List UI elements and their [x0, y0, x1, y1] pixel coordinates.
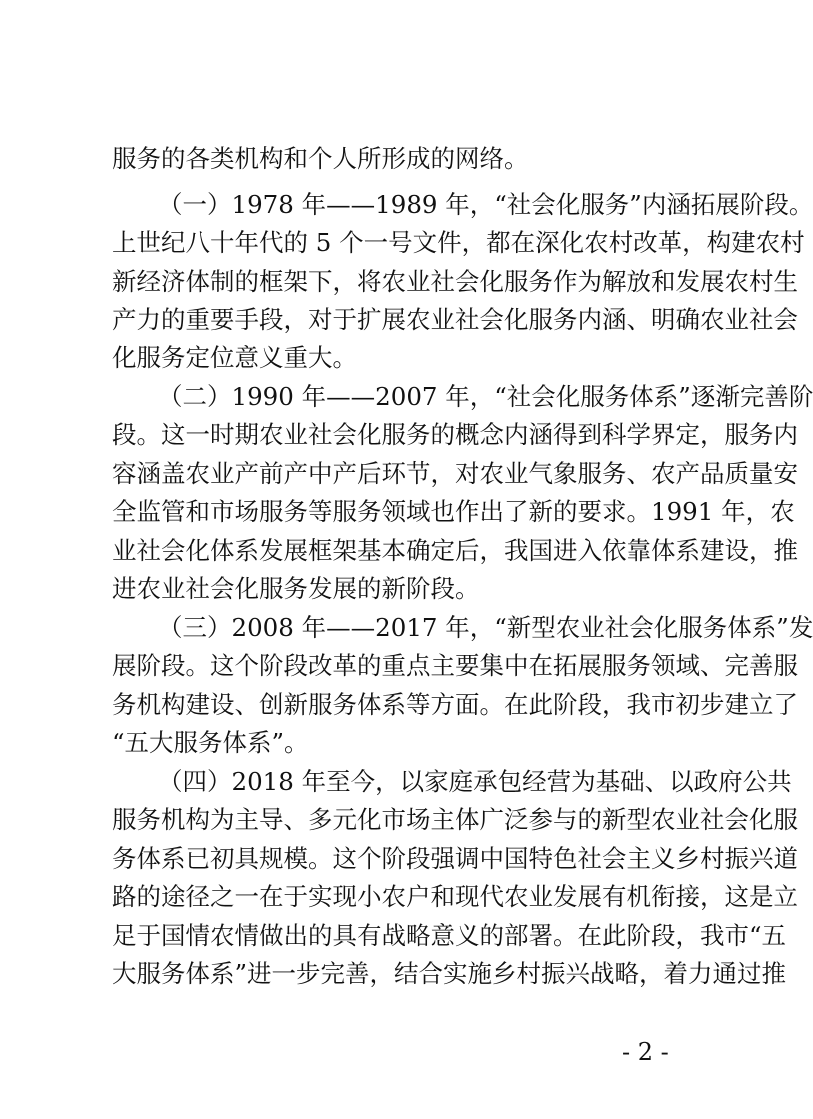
- paragraph-line: 服务机构为主导、多元化市场主体广泛参与的新型农业社会化服: [112, 805, 798, 834]
- paragraph-line: 段。这一时期农业社会化服务的概念内涵得到科学界定，服务内: [112, 420, 798, 449]
- paragraph-line: 务体系已初具规模。这个阶段强调中国特色社会主义乡村振兴道: [112, 844, 798, 873]
- section-heading-2: （二）1990 年——2007 年，“社会化服务体系”逐渐完善阶: [158, 382, 813, 411]
- paragraph-line: 路的途径之一在于实现小农户和现代农业发展有机衔接，这是立: [112, 882, 798, 911]
- paragraph-line: 大服务体系”进一步完善，结合实施乡村振兴战略，着力通过推: [112, 959, 787, 988]
- paragraph-line: 业社会化体系发展框架基本确定后，我国进入依靠体系建设，推: [112, 536, 798, 565]
- paragraph-line: 服务的各类机构和个人所形成的网络。: [112, 144, 529, 173]
- paragraph-line: 全监管和市场服务等服务领域也作出了新的要求。1991 年，农: [112, 497, 795, 526]
- paragraph-line: 展阶段。这个阶段改革的重点主要集中在拓展服务领域、完善服: [112, 651, 798, 680]
- section-heading-3: （三）2008 年——2017 年，“新型农业社会化服务体系”发: [158, 613, 813, 642]
- page-number: - 2 -: [622, 1038, 669, 1066]
- section-heading-4: （四）2018 年至今，以家庭承包经营为基础、以政府公共: [158, 767, 792, 796]
- paragraph-line: 容涵盖农业产前产中产后环节，对农业气象服务、农产品质量安: [112, 459, 798, 488]
- paragraph-line: 化服务定位意义重大。: [112, 343, 357, 372]
- paragraph-line: 足于国情农情做出的具有战略意义的部署。在此阶段，我市“五: [112, 921, 787, 950]
- paragraph-line: 新经济体制的框架下，将农业社会化服务作为解放和发展农村生: [112, 267, 798, 296]
- paragraph-line: 务机构建设、创新服务体系等方面。在此阶段，我市初步建立了: [112, 690, 798, 719]
- section-heading-1: （一）1978 年——1989 年，“社会化服务”内涵拓展阶段。: [158, 190, 813, 219]
- paragraph-line: 上世纪八十年代的 5 个一号文件，都在深化农村改革，构建农村: [112, 228, 805, 257]
- paragraph-line: 产力的重要手段，对于扩展农业社会化服务内涵、明确农业社会: [112, 305, 798, 334]
- paragraph-line: 进农业社会化服务发展的新阶段。: [112, 574, 480, 603]
- paragraph-line: “五大服务体系”。: [112, 728, 309, 757]
